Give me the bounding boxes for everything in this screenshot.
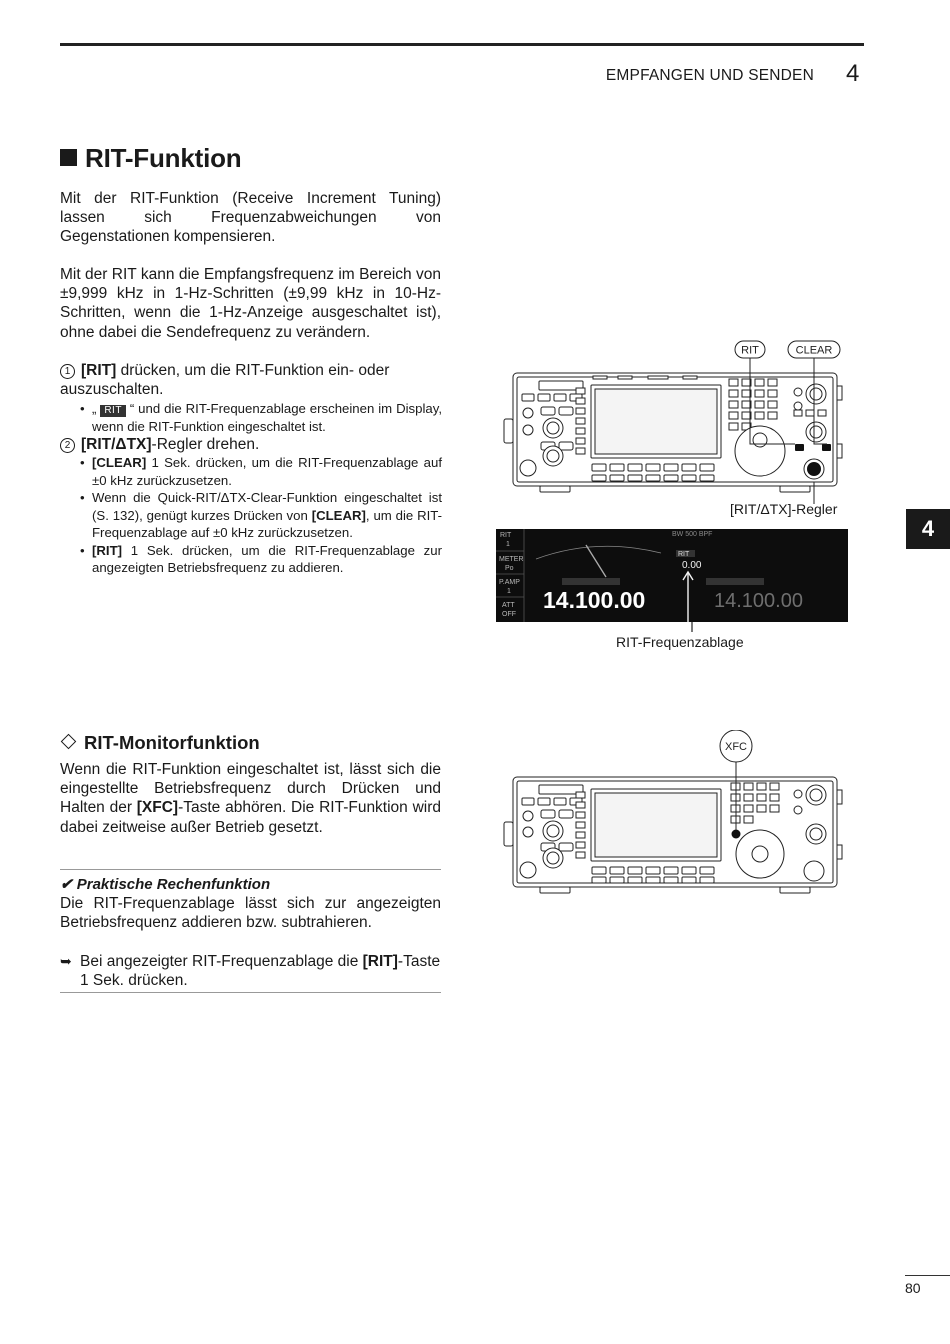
tip-body: Die RIT-Frequenzablage lässt sich zur angezeigten Betriebsfrequenz addieren bzw. subtrahieren. <box>60 895 441 932</box>
softkey-text: P.AMP <box>499 579 520 586</box>
step-number: 1 <box>60 364 75 379</box>
display-caption: RIT-Frequenzablage <box>616 634 744 650</box>
rit-tag: RIT <box>678 551 690 558</box>
header-rule <box>60 43 864 46</box>
square-bullet-icon <box>60 149 77 166</box>
tip-bottom-rule <box>60 992 441 993</box>
clear-callout-label: CLEAR <box>795 344 833 357</box>
key-label: [RIT/ΔTX] <box>81 436 152 453</box>
list-item: • Wenn die Quick-RIT/ΔTX-Clear-Funktion eingeschaltet ist (S. 132), genügt kurzes Drücken von [CLEAR], um die RIT-Frequenzablage auf ±0 kHz zurückzusetzen. <box>80 489 442 542</box>
softkey-text: OFF <box>502 611 516 618</box>
subsection-title: RIT-Monitorfunktion <box>60 732 260 754</box>
transceiver-front-panel-figure-2 <box>498 730 848 896</box>
softkey-text: 1 <box>507 588 511 595</box>
key-label: [RIT] <box>81 362 117 379</box>
list-item: • „ RIT “ und die RIT-Frequenzablage erscheinen im Display, wenn die RIT-Funktion eingeschaltet ist. <box>80 400 442 435</box>
page-number: 80 <box>905 1280 921 1296</box>
rit-indicator-chip: RIT <box>100 405 126 417</box>
status-row-text: BW 500 BPF <box>672 531 713 538</box>
transceiver-front-panel-figure-1 <box>498 336 848 522</box>
list-item: • [RIT] 1 Sek. drücken, um die RIT-Frequenzablage zur angezeigten Betriebsfrequenz zu addieren. <box>80 542 442 577</box>
step-number: 2 <box>60 438 75 453</box>
softkey-text: Po <box>505 565 514 572</box>
subsection-paragraph: Wenn die RIT-Funktion eingeschaltet ist, lässt sich die eingestellte Betriebsfrequenz durch Drücken und Halten der [XFC]-Taste abhören. Die RIT-Funktion wird dabei zeitweise außer Betrieb gesetzt. <box>60 761 441 836</box>
step-2-bullets <box>80 454 442 577</box>
step-1: 1 [RIT] drücken, um die RIT-Funktion ein- oder auszuschalten. <box>60 362 390 399</box>
tip-item: ➥ Bei angezeigter RIT-Frequenzablage die [RIT]-Taste 1 Sek. drücken. <box>60 953 441 990</box>
checkmark-icon: ✔ <box>60 876 77 893</box>
softkey-text: ATT <box>502 602 515 609</box>
main-frequency: 14.100.00 <box>543 587 646 613</box>
chapter-number: 4 <box>846 60 860 87</box>
xfc-callout-label: XFC <box>725 741 747 753</box>
softkey-text: RIT <box>500 532 512 539</box>
rit-dtx-knob-label: [RIT/ΔTX]-Regler <box>730 501 838 517</box>
display-screenshot <box>496 529 848 622</box>
rit-offset-value: 0.00 <box>682 560 702 571</box>
section-title: RIT-Funktion <box>60 143 241 174</box>
chapter-side-tab: 4 <box>906 509 950 549</box>
footer-rule <box>905 1275 950 1276</box>
intro-paragraph-1: Mit der RIT-Funktion (Receive Increment Tuning) lassen sich Frequenzabweichungen von Gegenstationen kompensieren. <box>60 190 441 246</box>
step-2: 2 [RIT/ΔTX]-Regler drehen. <box>60 435 441 454</box>
rit-callout-label: RIT <box>741 344 759 357</box>
pointer-line <box>686 622 698 632</box>
tip-top-rule <box>60 869 441 870</box>
chapter-title: EMPFANGEN UND SENDEN <box>605 67 814 84</box>
step-1-bullets <box>80 400 442 435</box>
diamond-icon <box>61 734 77 750</box>
sub-frequency: 14.100.00 <box>714 590 803 612</box>
intro-paragraph-2: Mit der RIT kann die Empfangsfrequenz im Bereich von ±9,999 kHz in 1-Hz-Schritten (±9,99 kHz in 10-Hz-Schritten, wenn die 1-Hz-Anzeige ausgeschaltet ist), ohne dabei die Sendefrequenz zu verändern. <box>60 266 441 341</box>
softkey-text: 1 <box>506 541 510 548</box>
arrow-right-icon: ➥ <box>60 953 72 969</box>
softkey-text: METER <box>499 556 524 563</box>
list-item: • [CLEAR] 1 Sek. drücken, um die RIT-Frequenzablage auf ±0 kHz zurückzusetzen. <box>80 454 442 489</box>
tip-title: ✔ Praktische Rechenfunktion <box>60 876 271 893</box>
